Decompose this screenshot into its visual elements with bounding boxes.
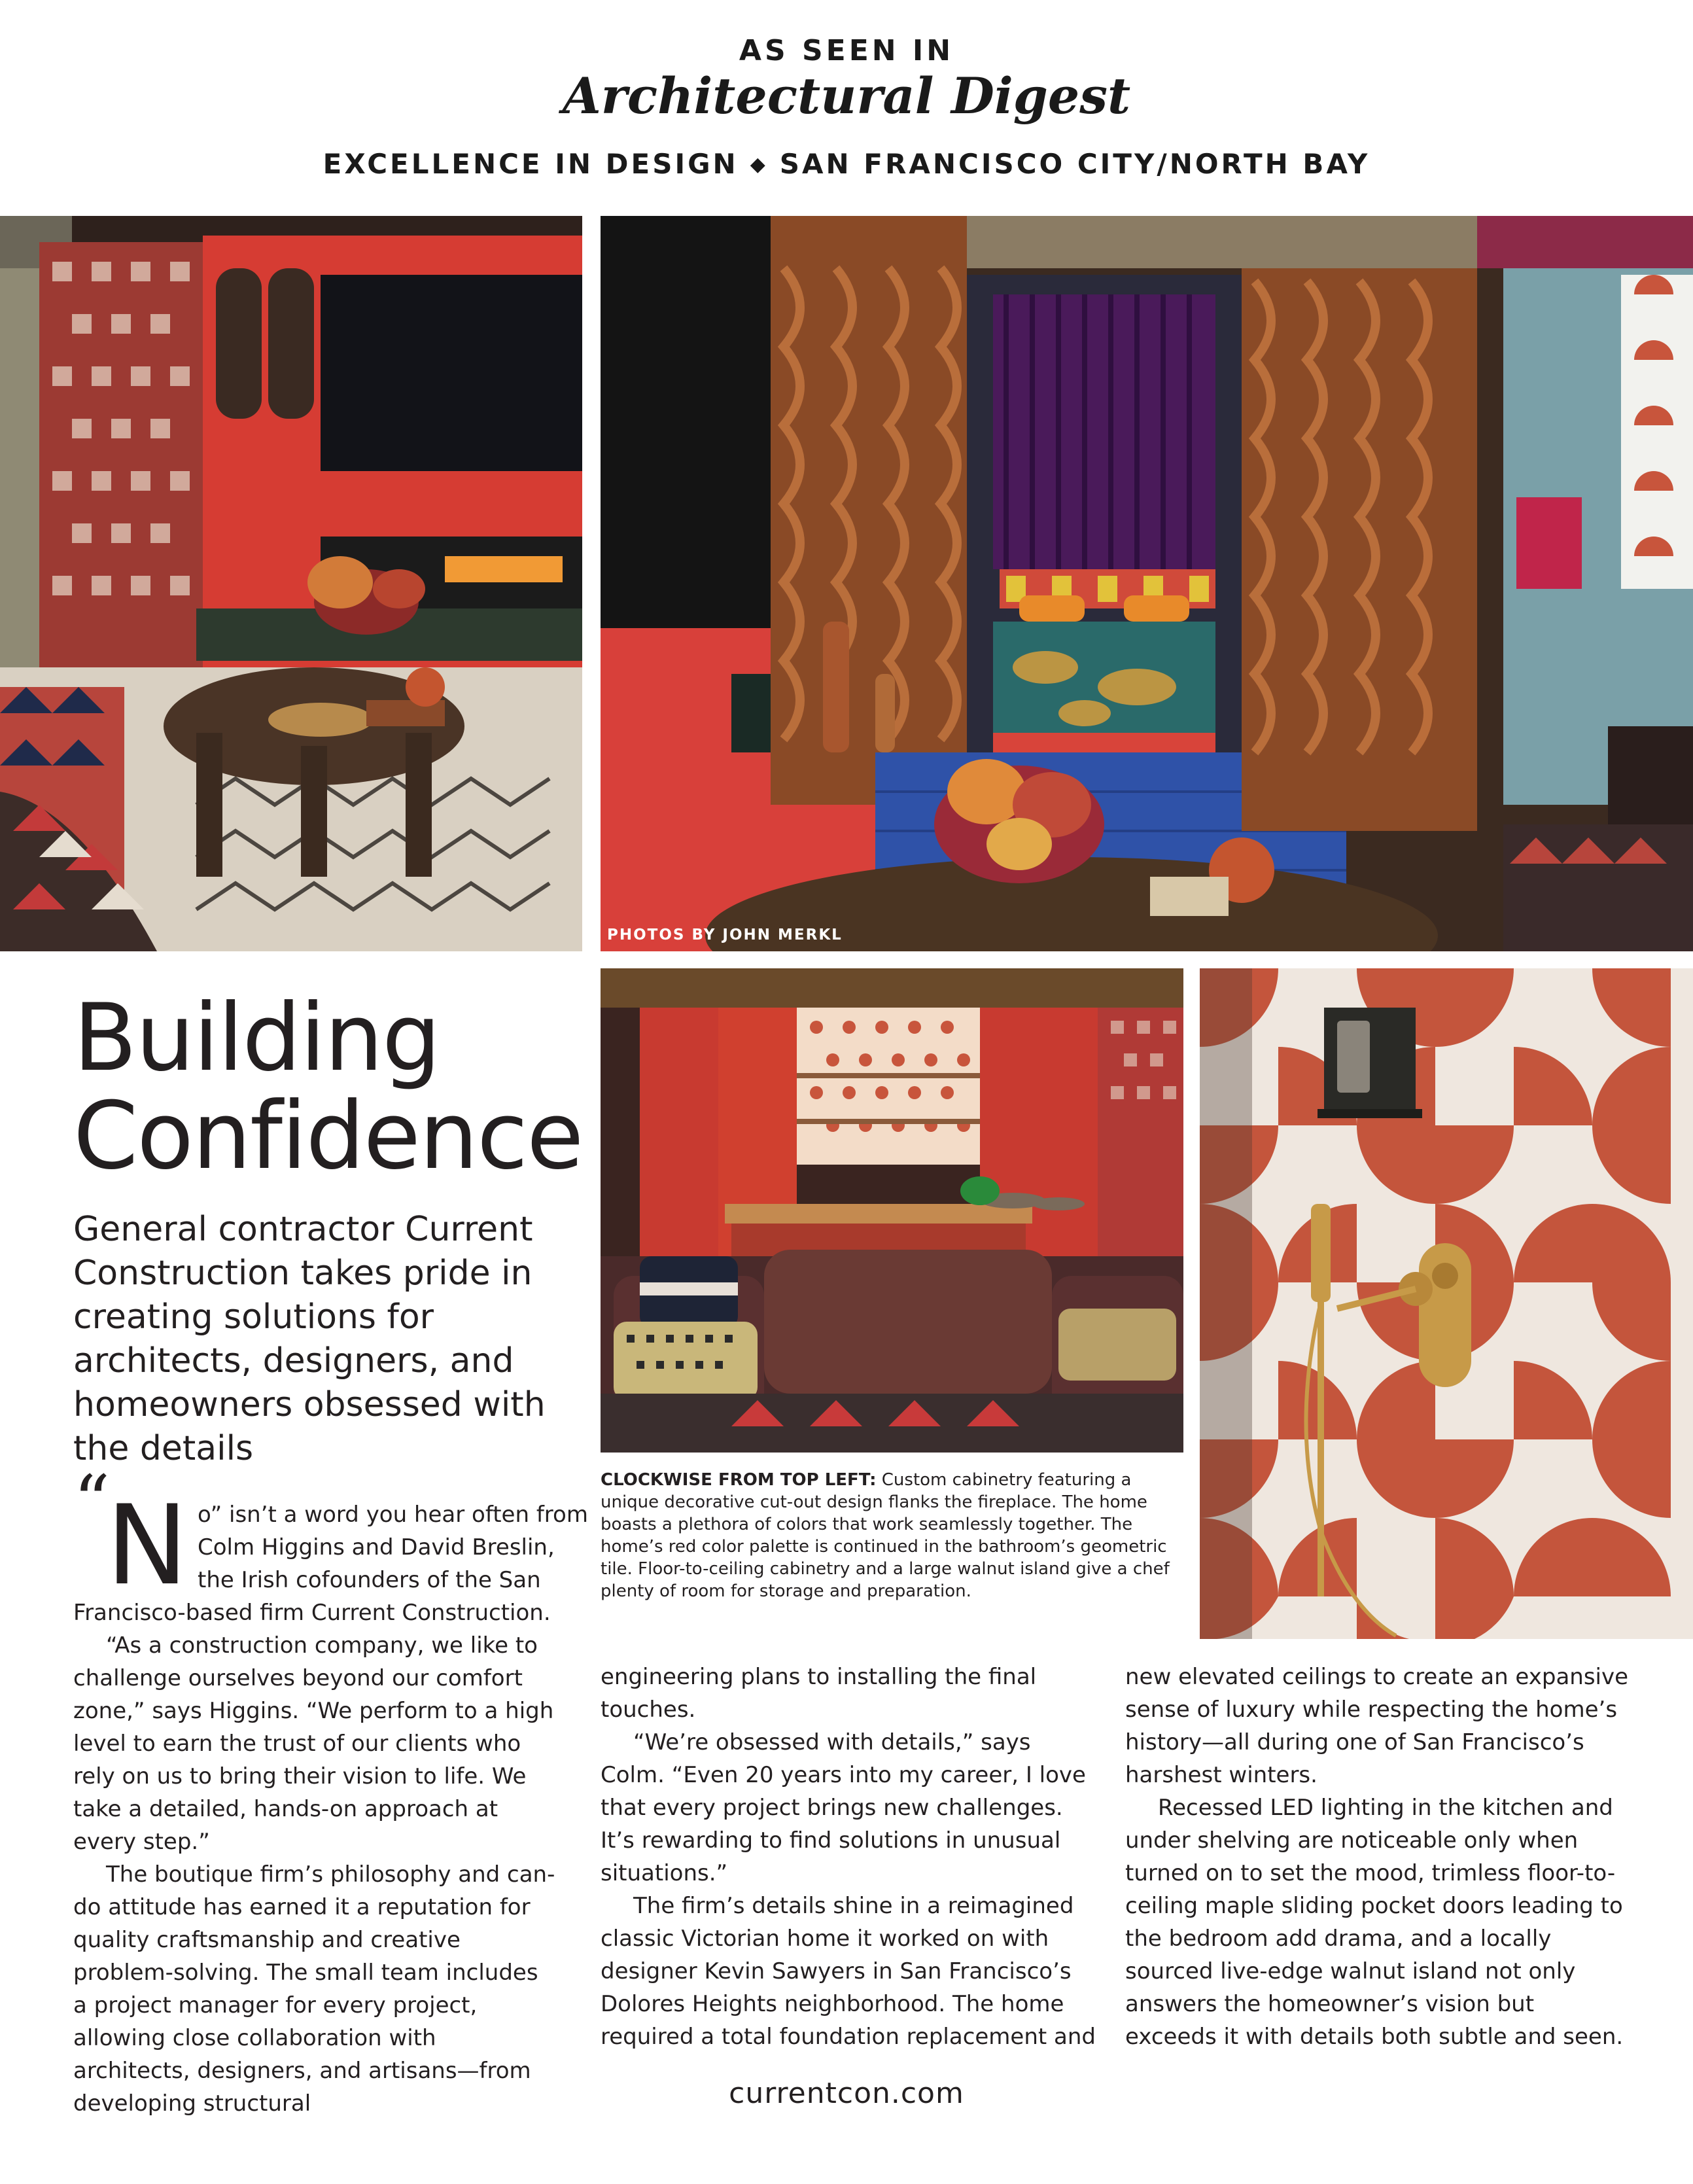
- article-dek: General contractor Current Construction takes pride in creating solutions for architects, designers, and homeowners obsessed with the details: [73, 1210, 546, 1468]
- article-column-3: [1125, 1661, 1629, 2053]
- subhead-right: SAN FRANCISCO CITY/NORTH BAY: [779, 148, 1370, 180]
- bedroom-doors-illustration: [601, 216, 1693, 951]
- lead-line-4: Francisco-based firm Current Construction.: [73, 1600, 551, 1626]
- body-paragraph: “As a construction company, we like to challenge ourselves beyond our comfort zone,” says Higgins. “We perform to a high level to earn the trust of our clients who rely on us to bring their vision to life. We take a detailed, hands-on approach at every step.”: [73, 1632, 554, 1855]
- magazine-title: Architectural Digest: [562, 67, 1131, 125]
- diamond-separator-icon: ◆: [750, 153, 768, 176]
- lead-line-2: Colm Higgins and David Breslin,: [198, 1534, 555, 1560]
- caption-label: CLOCKWISE FROM TOP LEFT:: [601, 1470, 877, 1490]
- caption-text: Custom cabinetry featuring a unique decorative cut-out design flanks the fireplace. The home boasts a plethora of colors that work seamlessly together. The home’s red color palette is continued in the bathroom’s geometric tile. Floor-to-ceiling cabinetry and a large walnut island give a chef plenty of room for storage and preparation.: [601, 1470, 1170, 1601]
- headline-line-1: Building: [73, 984, 440, 1092]
- drop-quote-mark: “: [73, 1460, 111, 1543]
- bathroom-tile-photo: [1200, 968, 1693, 1639]
- bathroom-tile-illustration: [1200, 968, 1693, 1639]
- body-paragraph: “We’re obsessed with details,” says Colm. “Even 20 years into my career, I love that every project brings new challenges. It’s rewarding to find solutions in unusual situations.”: [601, 1729, 1086, 1886]
- kitchen-illustration: [601, 968, 1183, 1453]
- body-paragraph: The firm’s details shine in a reimagined classic Victorian home it worked on with designer Kevin Sawyers in San Francisco’s Dolores Heights neighborhood. The home required a total foundation replacement and: [601, 1893, 1096, 2050]
- living-room-illustration: [0, 216, 582, 951]
- body-paragraph: new elevated ceilings to create an expansive sense of luxury while respecting the home’s history—all during one of San Francisco’s harshest winters.: [1125, 1664, 1629, 1788]
- bedroom-doors-photo: [601, 216, 1693, 951]
- photo-credit: PHOTOS BY JOHN MERKL: [607, 926, 843, 943]
- drop-cap: N: [106, 1481, 188, 1610]
- body-paragraph: Recessed LED lighting in the kitchen and under shelving are noticeable only when turned on to set the mood, trimless floor-to-ceiling maple sliding pocket doors leading to the bedroom add drama, and a locally sourced live-edge walnut island not only answers the homeowner’s vision but exceeds it with details both subtle and seen.: [1125, 1795, 1624, 2050]
- as-seen-in-label: AS SEEN IN: [739, 34, 954, 67]
- article-headline: [73, 984, 597, 1190]
- body-paragraph: engineering plans to installing the final touches.: [601, 1664, 1037, 1723]
- body-paragraph: The boutique firm’s philosophy and can-do attitude has earned it a reputation for quality craftsmanship and creative problem-solving. The small team includes a project manager for every project, allowing close collaboration with architects, designers, and artisans—from developing structural: [73, 1861, 555, 2117]
- living-room-photo: [0, 216, 582, 951]
- section-subhead: [0, 148, 1693, 180]
- subhead-left: EXCELLENCE IN DESIGN: [323, 148, 739, 180]
- lead-line-1: o” isn’t a word you hear often from: [198, 1502, 588, 1528]
- kitchen-photo: [601, 968, 1183, 1453]
- article-column-1: [73, 1460, 588, 2120]
- article-column-2: [601, 1661, 1098, 2053]
- headline-line-2: Confidence: [73, 1082, 583, 1190]
- photo-caption: [601, 1469, 1176, 1602]
- footer-url: currentcon.com: [729, 2077, 964, 2110]
- lead-paragraph: [73, 1460, 588, 1626]
- lead-line-3: the Irish cofounders of the San: [198, 1567, 541, 1593]
